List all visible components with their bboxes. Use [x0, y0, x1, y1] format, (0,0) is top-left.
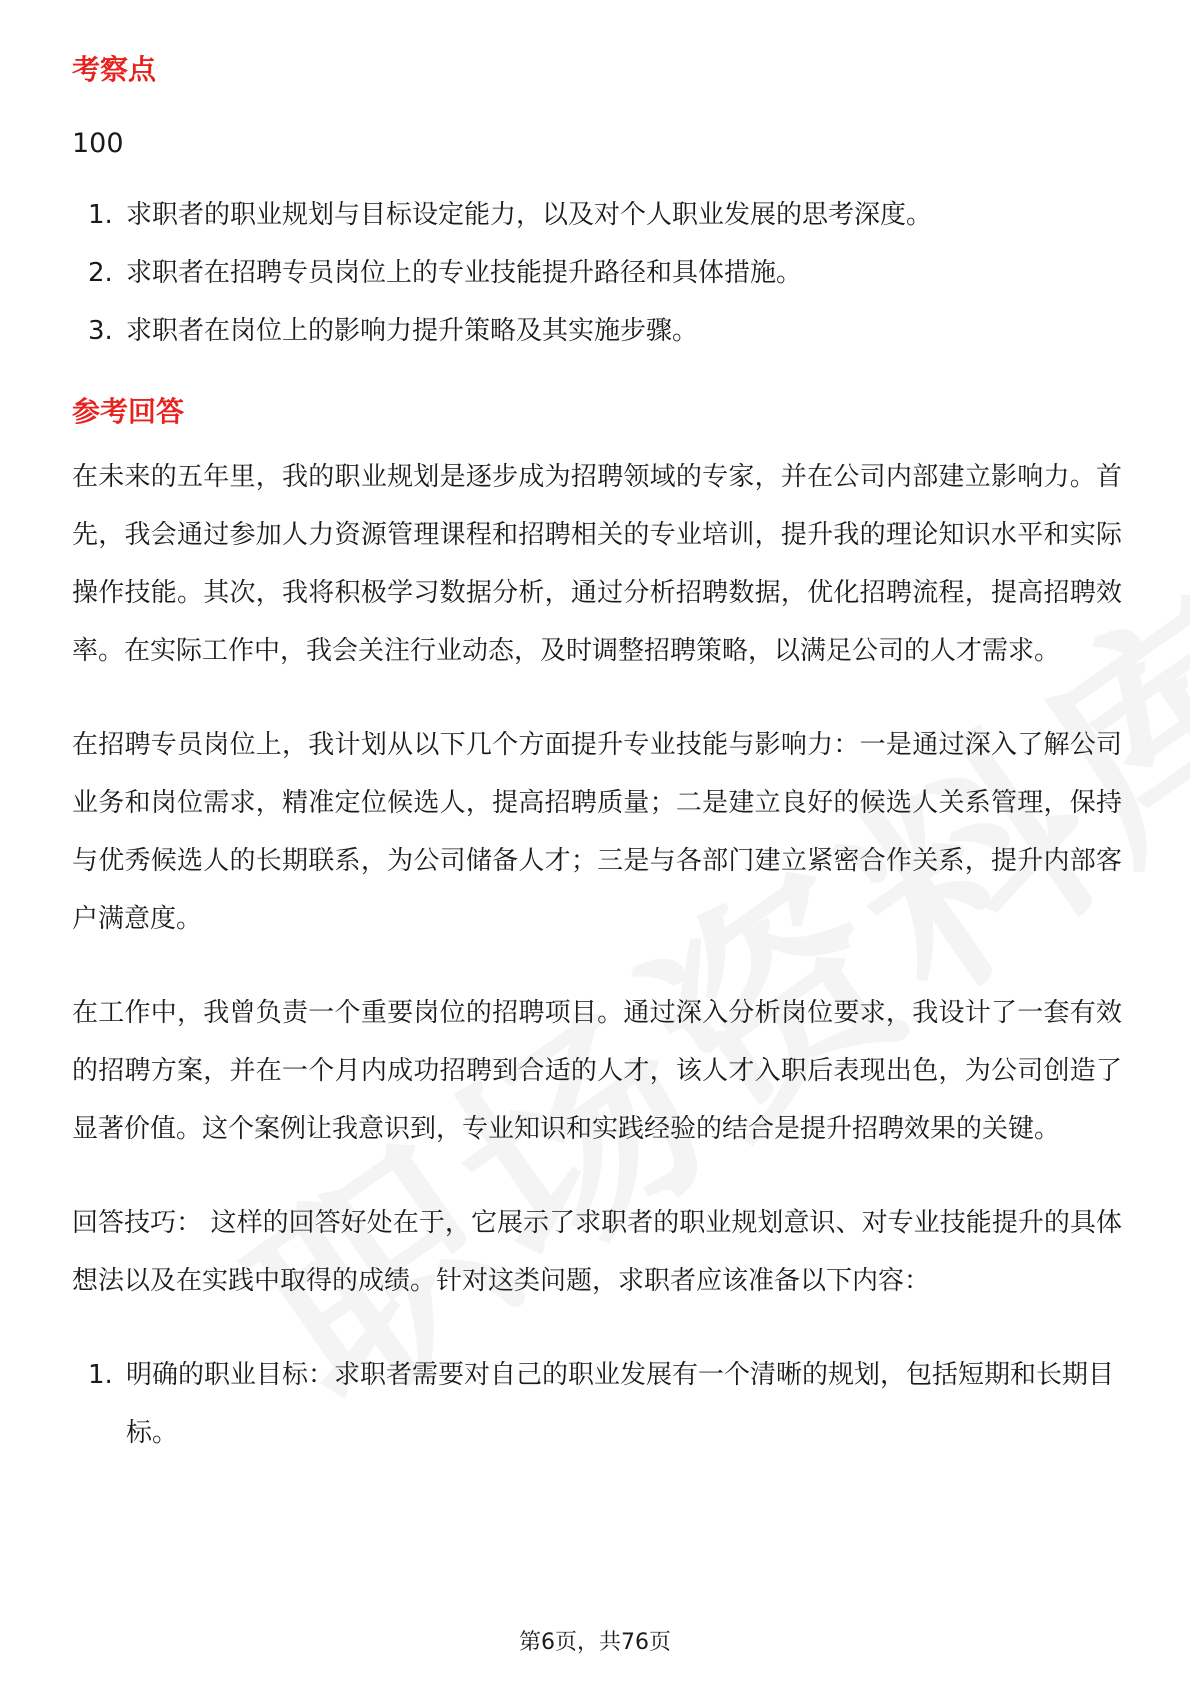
list-item-text: 求职者的职业规划与目标设定能力，以及对个人职业发展的思考深度。	[126, 200, 933, 230]
answer-paragraph: 在工作中，我曾负责一个重要岗位的招聘项目。通过深入分析岗位要求，我设计了一套有效的招聘方案，并在一个月内成功招聘到合适的人才，该人才入职后表现出色，为公司创造了显著价值。这个案例让我意识到，专业知识和实践经验的结合是提升招聘效果的关键。	[72, 998, 1122, 1144]
answer-tips-paragraph: 回答技巧： 这样的回答好处在于，它展示了求职者的职业规划意识、对专业技能提升的具体想法以及在实践中取得的成绩。针对这类问题，求职者应该准备以下内容：	[72, 1208, 1122, 1296]
list-number: 2.	[88, 258, 113, 288]
examination-points-list	[72, 186, 1122, 360]
page-number-footer: 第6页，共76页	[519, 1630, 671, 1655]
list-item-text: 明确的职业目标：求职者需要对自己的职业发展有一个清晰的规划，包括短期和长期目标。	[126, 1360, 1115, 1448]
list-item-text: 求职者在招聘专员岗位上的专业技能提升路径和具体措施。	[126, 258, 803, 288]
list-item	[72, 244, 1122, 302]
answer-paragraph: 在招聘专员岗位上，我计划从以下几个方面提升专业技能与影响力：一是通过深入了解公司业务和岗位需求，精准定位候选人，提高招聘质量；二是建立良好的候选人关系管理，保持与优秀候选人的长期联系，为公司储备人才；三是与各部门建立紧密合作关系，提升内部客户满意度。	[72, 730, 1122, 934]
list-number: 1.	[88, 200, 113, 230]
list-item	[72, 302, 1122, 360]
list-item	[72, 1346, 1122, 1462]
list-number: 3.	[88, 316, 113, 346]
list-item	[72, 186, 1122, 244]
section-heading-examination-points: 考察点	[72, 53, 157, 86]
answer-paragraph: 在未来的五年里，我的职业规划是逐步成为招聘领域的专家，并在公司内部建立影响力。首先，我会通过参加人力资源管理课程和招聘相关的专业培训，提升我的理论知识水平和实际操作技能。其次，我将积极学习数据分析，通过分析招聘数据，优化招聘流程，提高招聘效率。在实际工作中，我会关注行业动态，及时调整招聘策略，以满足公司的人才需求。	[72, 462, 1122, 666]
tips-list	[72, 1346, 1122, 1462]
score-value: 100	[72, 128, 124, 159]
document-body	[72, 40, 1122, 1462]
section-heading-reference-answer: 参考回答	[72, 395, 185, 428]
list-number: 1.	[88, 1360, 113, 1390]
list-item-text: 求职者在岗位上的影响力提升策略及其实施步骤。	[126, 316, 699, 346]
